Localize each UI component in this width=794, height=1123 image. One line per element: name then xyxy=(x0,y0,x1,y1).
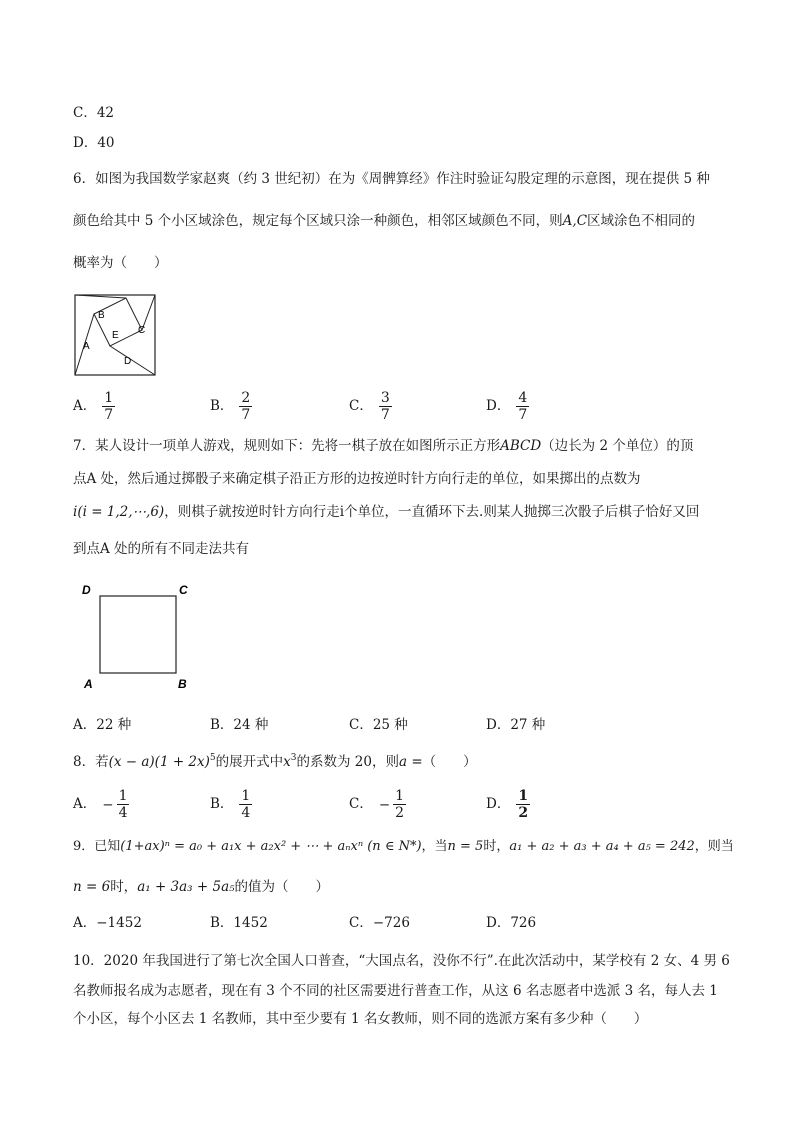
q8-text-c: 的系数为 20，则 xyxy=(296,754,399,770)
q6-stem-text: 颜色给其中 5 个小区域涂色，规定每个区域只涂一种颜色，相邻区域颜色不同，则 xyxy=(73,213,563,229)
q7-option-a: A．22 种 xyxy=(73,717,132,733)
numerator: 1 xyxy=(118,788,128,804)
q10-stem-line2: 名教师报名成为志愿者，现在有 3 个不同的社区需要进行普查工作，从这 6 名志愿者中选派 3 名，每人去 1 xyxy=(73,983,718,999)
fraction xyxy=(102,390,115,423)
q8-option-b xyxy=(210,788,252,821)
option-label: B． xyxy=(210,398,234,414)
fraction xyxy=(379,390,392,423)
region-label-c: C xyxy=(138,325,146,336)
q9-option-a: A．−1452 xyxy=(73,915,142,931)
q9-text-e: 时， xyxy=(110,879,138,895)
q10-stem-line1: 10．2020 年我国进行了第七次全国人口普查，“大国点名，没你不行”.在此次活动中，某学校有 2 女、4 男 6 xyxy=(73,953,730,969)
q9-option-d: D．726 xyxy=(486,915,537,931)
q5-option-c: C．42 xyxy=(73,105,115,121)
square-abcd-figure xyxy=(80,580,195,692)
q9-stem-line2 xyxy=(73,878,329,896)
q7-option-b: B．24 种 xyxy=(210,717,269,733)
q8-option-d xyxy=(486,788,530,821)
q7-stem-line4: 到点A 处的所有不同走法共有 xyxy=(73,541,250,557)
denominator: 4 xyxy=(118,805,128,821)
q7-option-c: C．25 种 xyxy=(349,717,408,733)
q9-math-n6: n = 6 xyxy=(73,879,111,895)
q8-stem xyxy=(73,753,477,771)
q6-stem-line2 xyxy=(73,212,695,230)
q6-stem-text2: 区域涂色不相同的 xyxy=(587,213,696,229)
denominator: 4 xyxy=(241,805,251,821)
q10-stem-line3: 个小区，每个小区去 1 名教师，其中至少要有 1 名女教师，则不同的选派方案有多少种（ ） xyxy=(73,1011,648,1027)
fraction xyxy=(239,788,252,821)
q9-math-sum: a₁ + a₂ + a₃ + a₄ + a₅ = 242 xyxy=(509,839,695,854)
option-label: C． xyxy=(349,398,373,414)
q6-option-b xyxy=(210,390,252,423)
q8-option-c xyxy=(349,788,406,821)
region-line-bottom xyxy=(110,346,155,375)
option-label: D． xyxy=(486,398,511,414)
denominator: 7 xyxy=(241,407,251,423)
zhao-shuang-figure xyxy=(74,294,158,378)
denominator: 7 xyxy=(104,407,114,423)
q9-math-target: a₁ + 3a₃ + 5a₅ xyxy=(137,879,235,895)
q6-option-a xyxy=(73,390,115,423)
q6-math-ac: A,C xyxy=(562,213,588,229)
q7-stem-line2: 点A 处，然后通过掷骰子来确定棋子沿正方形的边按逆时针方向行走的单位，如果掷出的点数为 xyxy=(73,471,641,487)
numerator: 1 xyxy=(104,390,114,406)
numerator: 1 xyxy=(395,788,405,804)
minus-sign: − xyxy=(102,796,114,813)
region-label-a: A xyxy=(83,341,90,352)
option-label: A． xyxy=(73,796,97,812)
q9-option-c: C．−726 xyxy=(349,915,410,931)
q7-stem-text2: （边长为 2 个单位）的顶 xyxy=(541,438,694,454)
denominator: 7 xyxy=(518,407,528,423)
q7-stem-text: 7．某人设计一项单人游戏，规则如下：先将一棋子放在如图所示正方形 xyxy=(73,438,501,454)
numerator: 1 xyxy=(518,788,529,804)
q7-option-d: D．27 种 xyxy=(486,717,546,733)
fraction xyxy=(516,390,529,423)
q8-math-expr: (x − a)(1 + 2x) xyxy=(108,754,210,770)
option-label: B． xyxy=(210,796,234,812)
q9-text-c: 时， xyxy=(483,839,510,854)
q5-option-d: D．40 xyxy=(73,135,115,151)
denominator: 2 xyxy=(518,805,529,821)
q6-option-d xyxy=(486,390,529,423)
q8-text-b: 的展开式中 xyxy=(215,754,284,770)
q8-exp5: 5 xyxy=(209,753,216,763)
fraction xyxy=(516,788,530,821)
corner-label-a: A xyxy=(84,677,93,691)
numerator: 4 xyxy=(518,390,528,406)
q7-math-i: i(i = 1,2,⋯,6) xyxy=(73,504,165,520)
q8-math-a: a xyxy=(398,754,408,770)
q7-math-abcd: ABCD xyxy=(500,438,542,454)
minus-sign: − xyxy=(378,796,391,813)
q9-text-b: ，当 xyxy=(421,839,448,854)
q9-text-f: 的值为（ ） xyxy=(234,879,330,895)
region-label-d: D xyxy=(124,356,132,367)
q9-math-n5: n = 5 xyxy=(447,839,484,854)
region-label-e: E xyxy=(112,330,119,341)
q9-stem-line1 xyxy=(73,838,734,856)
numerator: 3 xyxy=(380,390,390,406)
square-abcd xyxy=(100,596,176,673)
q9-text-a: 9．已知 xyxy=(73,839,121,854)
corner-label-d: D xyxy=(82,583,91,597)
option-label: D． xyxy=(486,796,511,812)
corner-label-b: B xyxy=(178,677,187,691)
q6-stem-line1: 6．如图为我国数学家赵爽（约 3 世纪初）在为《周髀算经》作注时验证勾股定理的示意图，现在提供 5 种 xyxy=(73,171,710,187)
denominator: 2 xyxy=(395,805,405,821)
q9-math-expansion: (1+ax)ⁿ = a₀ + a₁x + a₂x² + ⋯ + aₙxⁿ (n ∈ N*) xyxy=(120,839,422,854)
fraction xyxy=(393,788,406,821)
region-label-b: B xyxy=(98,310,105,321)
q6-option-c xyxy=(349,390,392,423)
q9-option-b: B．1452 xyxy=(210,915,268,931)
numerator: 1 xyxy=(241,788,251,804)
q7-stem-line3 xyxy=(73,503,699,521)
q7-stem-line1 xyxy=(73,437,693,455)
option-label: A． xyxy=(73,398,97,414)
fraction xyxy=(239,390,252,423)
q8-math-x: x xyxy=(283,754,291,770)
q9-text-d: ，则当 xyxy=(694,839,734,854)
option-label: C． xyxy=(349,796,373,812)
denominator: 7 xyxy=(380,407,390,423)
q8-text-d: =（ ） xyxy=(407,754,477,770)
q8-text-a: 8．若 xyxy=(73,754,109,770)
corner-label-c: C xyxy=(179,583,188,597)
q7-stem-text3: ，则棋子就按逆时针方向行走i个单位，一直循环下去.则某人抛掷三次骰子后棋子恰好又回 xyxy=(164,504,700,520)
q8-option-a xyxy=(73,788,129,821)
fraction xyxy=(117,788,130,821)
q8-exp3: 3 xyxy=(290,753,297,763)
q6-stem-line3: 概率为（ ） xyxy=(73,255,168,271)
numerator: 2 xyxy=(241,390,251,406)
